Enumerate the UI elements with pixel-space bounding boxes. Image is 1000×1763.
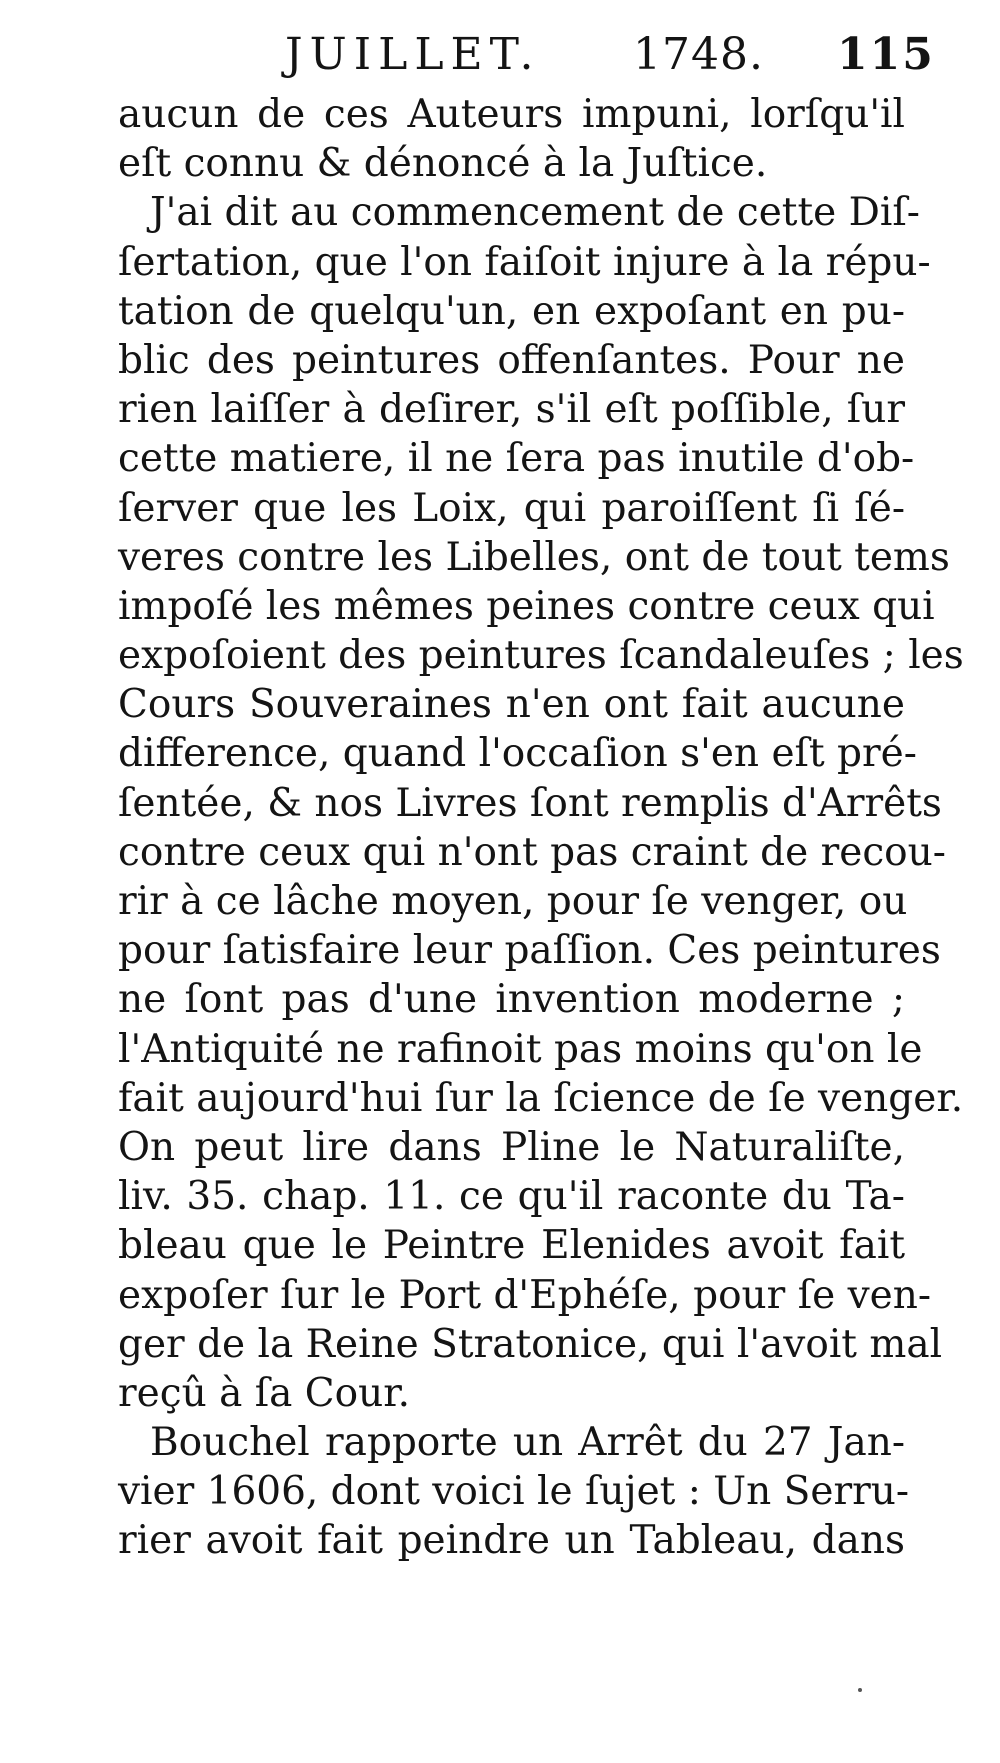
text-line: ſerver que les Loix, qui paroiſſent ſi ſé- (118, 485, 905, 531)
running-head-title: JUILLET. (285, 29, 541, 80)
text-line: cette matiere, il ne ſera pas inutile d'ob- (118, 436, 915, 482)
text-line: vier 1606, dont voici le ſujet : Un Serru- (118, 1469, 910, 1515)
text-line: ſentée, & nos Livres ſont remplis d'Arrêts (118, 780, 942, 826)
text-line: liv. 35. chap. 11. ce qu'il raconte du Ta- (118, 1174, 905, 1220)
text-line: veres contre les Libelles, ont de tout tems (118, 534, 950, 580)
text-line: aucun de ces Auteurs impuni, lorſqu'il (118, 92, 905, 137)
text-line: J'ai dit au commencement de cette Diſ- (150, 190, 920, 236)
text-line: tation de quelqu'un, en expoſant en pu- (118, 288, 905, 334)
text-line: eſt connu & dénoncé à la Juſtice. (118, 141, 768, 187)
text-line: fait aujourd'hui ſur la ſcience de ſe venger. (118, 1075, 964, 1121)
text-line: difference, quand l'occaſion s'en eſt pré- (118, 731, 917, 777)
text-line: ne ſont pas d'une invention moderne ; (118, 977, 905, 1023)
ink-speck (858, 1688, 862, 1692)
text-line: On peut lire dans Pline le Naturaliſte, (118, 1124, 905, 1170)
text-line: pour ſatisfaire leur paſſion. Ces peintures (118, 928, 941, 974)
text-line: reçû à ſa Cour. (118, 1370, 411, 1416)
text-line: Bouchel rapporte un Arrêt du 27 Jan- (150, 1420, 905, 1466)
text-line: blic des peintures offenſantes. Pour ne (118, 337, 905, 383)
page-number: 115 (837, 29, 935, 80)
text-line: expoſer ſur le Port d'Ephéſe, pour ſe ven- (118, 1272, 932, 1318)
text-line: rir à ce lâche moyen, pour ſe venger, ou (118, 879, 908, 924)
text-line: ger de la Reine Stratonice, qui l'avoit mal (118, 1321, 943, 1367)
text-line: rien laiſſer à deſirer, s'il eſt poſſible, ſur (118, 387, 905, 433)
text-line: l'Antiquité ne rafinoit pas moins qu'on le (118, 1026, 923, 1072)
text-line: ſertation, que l'on faiſoit injure à la répu- (118, 239, 931, 285)
text-line: bleau que le Peintre Elenides avoit fait (118, 1223, 905, 1269)
text-line: rier avoit fait peindre un Tableau, dans (118, 1518, 905, 1564)
running-head-year: 1748. (633, 29, 764, 80)
text-line: contre ceux qui n'ont pas craint de recou- (118, 829, 946, 875)
text-line: impoſé les mêmes peines contre ceux qui (118, 583, 935, 629)
running-head (285, 20, 935, 90)
text-line: expoſoient des peintures ſcandaleuſes ; les (118, 633, 964, 679)
body-text (118, 90, 964, 1566)
text-line: Cours Souveraines n'en ont fait aucune (118, 682, 905, 728)
